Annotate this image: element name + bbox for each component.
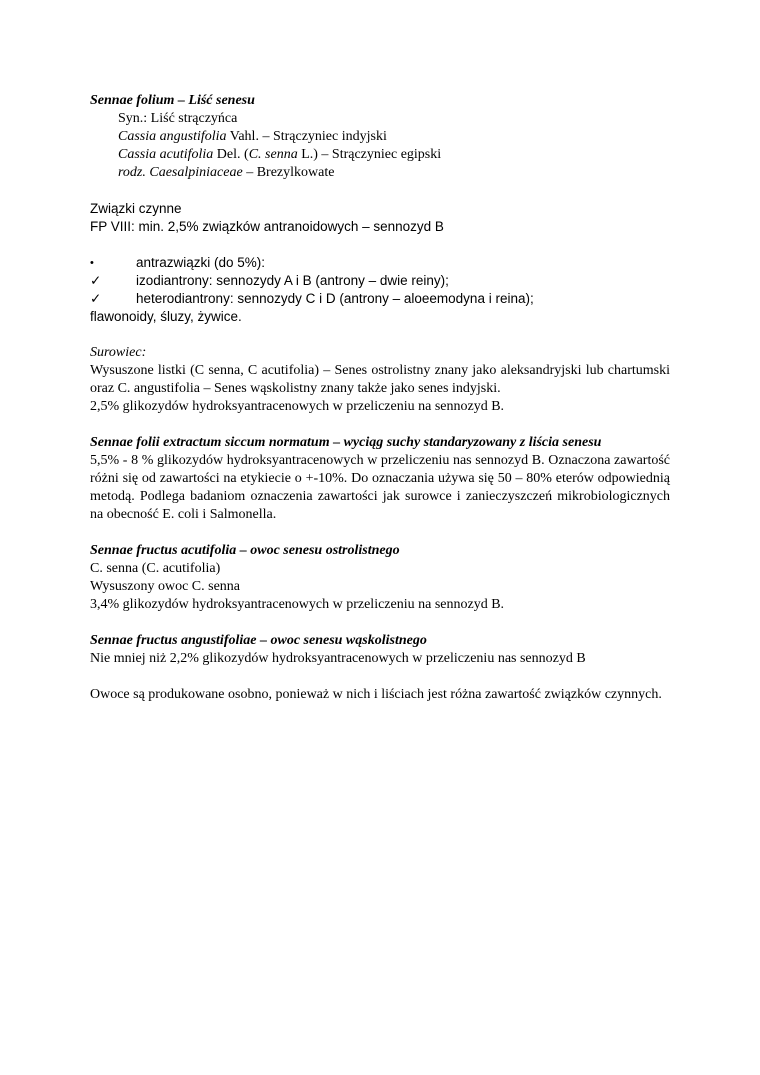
common-name: Vahl. – Strączyniec indyjski <box>226 129 387 144</box>
checkmark-icon: ✓ <box>90 291 102 306</box>
fructus-acutifolia-line: C. senna (C. acutifolia) <box>90 561 221 576</box>
synonym-cassia-acutifolia <box>90 146 670 164</box>
bullet-text: izodiantrony: sennozydy A i B (antrony – dwie reiny); <box>136 273 449 288</box>
bullet-item <box>90 290 670 308</box>
bullet-icon: • <box>90 257 94 269</box>
section-title-fructus-acutifolia: Sennae fructus acutifolia – owoc senesu ostrolistnego <box>90 543 400 558</box>
surowiec-heading: Surowiec: <box>90 345 147 360</box>
bullet-text: antrazwiązki (do 5%): <box>136 255 266 270</box>
latin-name-2: C. senna <box>248 147 298 162</box>
common-name: – Brezylkowate <box>242 165 335 180</box>
checkmark-icon: ✓ <box>90 273 102 288</box>
fructus-acutifolia-line: Wysuszony owoc C. senna <box>90 579 241 594</box>
section-title-fructus-angustifoliae: Sennae fructus angustifoliae – owoc senesu wąskolistnego <box>90 633 427 648</box>
surowiec-content: 2,5% glikozydów hydroksyantracenowych w przeliczeniu na sennozyd B. <box>90 399 505 414</box>
bullet-item <box>90 254 670 272</box>
synonym-line: Syn.: Liść strączyńca <box>118 111 238 126</box>
other-compounds: flawonoidy, śluzy, żywice. <box>90 309 242 324</box>
section-title-sennae-folium: Sennae folium – Liść senesu <box>90 93 255 108</box>
section-title-extract: Sennae folii extractum siccum normatum – wyciąg suchy standaryzowany z liścia senesu <box>90 435 602 450</box>
synonym-family <box>90 164 670 182</box>
extract-description: 5,5% - 8 % glikozydów hydroksyantracenowych w przeliczeniu nas sennozyd B. Oznaczona zawartość różni się od zawartości na etykiecie o +-10%. Do oznaczania używa się 50 – 80% eterów odpowiednią metodą. Podlega badaniom oznaczenia zawartości jak surowce i zanieczyszczeń mikrobiologicznych na obecność E. coli i Salmonella. <box>90 453 670 522</box>
synonym-cassia-angustifolia <box>90 128 670 146</box>
bullet-text: heterodiantrony: sennozydy C i D (antrony – aloeemodyna i reina); <box>136 291 534 306</box>
author-text: Del. ( <box>213 147 249 162</box>
fp-requirement: FP VIII: min. 2,5% związków antranoidowych – sennozyd B <box>90 219 444 234</box>
closing-paragraph: Owoce są produkowane osobno, ponieważ w nich i liściach jest różna zawartość związków czynnych. <box>90 687 662 702</box>
bullet-item <box>90 272 670 290</box>
compounds-heading: Związki czynne <box>90 201 182 216</box>
fructus-angustifoliae-text: Nie mniej niż 2,2% glikozydów hydroksyantracenowych w przeliczeniu nas sennozyd B <box>90 651 586 666</box>
latin-name: Cassia acutifolia <box>118 147 214 162</box>
latin-name: Cassia angustifolia <box>118 129 227 144</box>
latin-name: rodz. Caesalpiniaceae <box>118 165 243 180</box>
common-name: L.) – Strączyniec egipski <box>297 147 442 162</box>
surowiec-description: Wysuszone listki (C senna, C acutifolia) – Senes ostrolistny znany jako aleksandryjski lub chartumski oraz C. angustifolia – Senes wąskolistny znany także jako senes indyjski. <box>90 363 670 396</box>
document-body <box>90 92 670 704</box>
fructus-acutifolia-line: 3,4% glikozydów hydroksyantracenowych w przeliczeniu na sennozyd B. <box>90 597 505 612</box>
